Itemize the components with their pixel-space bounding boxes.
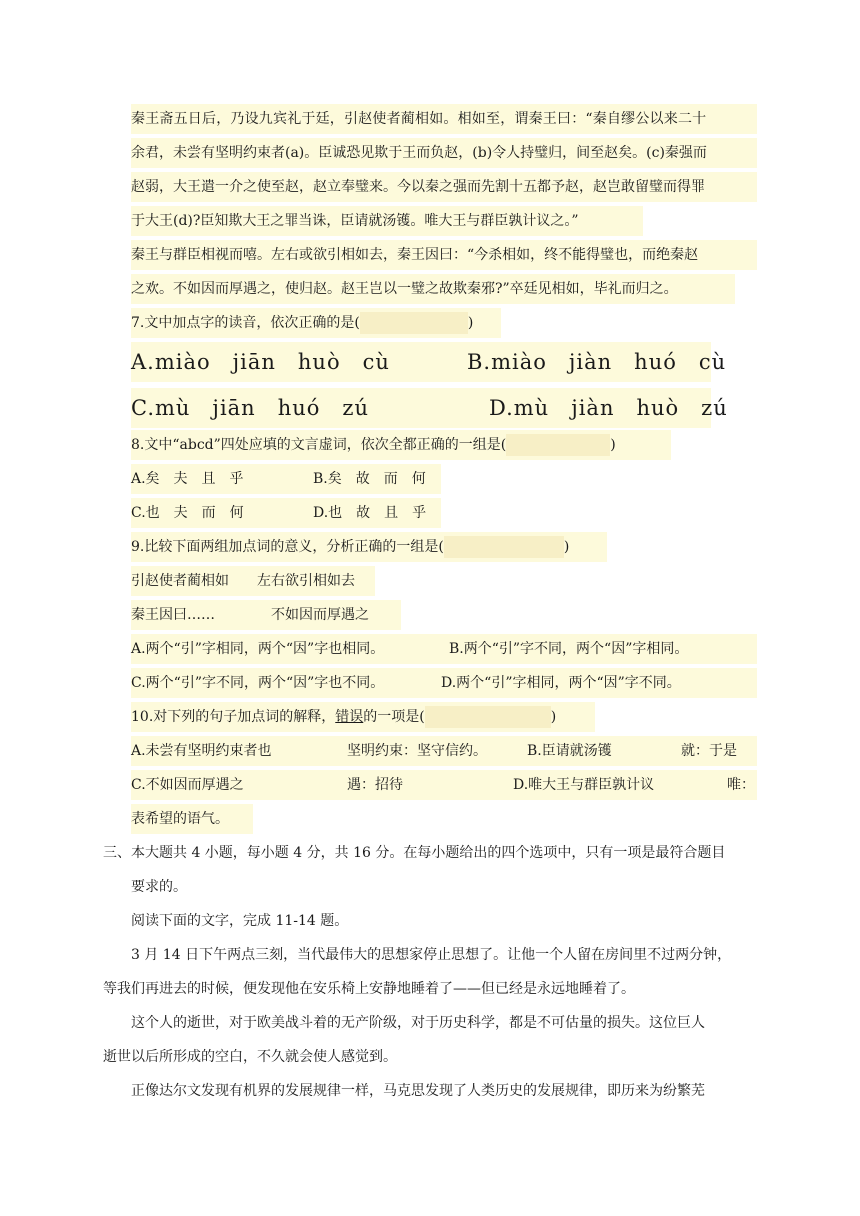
option-b-gloss: 就：于是 <box>681 743 737 759</box>
option-b[interactable]: B.矣 故 而 何 <box>313 471 426 487</box>
reading-instruction: 阅读下面的文字，完成 11-14 题。 <box>131 913 349 929</box>
question-7-options-row <box>131 388 728 428</box>
option-d-gloss: 唯： <box>727 777 755 793</box>
section-3-heading-cont: 要求的。 <box>131 879 187 895</box>
option-c[interactable]: C.不如因而厚遇之 <box>131 777 244 793</box>
option-a[interactable]: A.miào jiān huò cù <box>131 350 390 374</box>
reading-paragraph: 3 月 14 日下午两点三刻，当代最伟大的思想家停止思想了。让他一个人留在房间里不过两分钟， <box>131 947 732 963</box>
question-10-options-row <box>131 736 757 766</box>
pair-right: 不如因而厚遇之 <box>271 607 369 623</box>
question-8-stem <box>131 430 671 460</box>
reading-paragraph: 正像达尔文发现有机界的发展规律一样，马克思发现了人类历史的发展规律，即历来为纷繁芜 <box>131 1083 705 1099</box>
option-a-gloss: 坚明约束：坚守信约。 <box>347 743 487 759</box>
question-9-options-row <box>131 668 757 698</box>
option-d-gloss-cont: 表希望的语气。 <box>131 804 253 834</box>
section-3-heading: 三、本大题共 4 小题，每小题 4 分，共 16 分。在每小题给出的四个选项中，只有一项是最符合题目 <box>103 845 726 861</box>
question-close: ) <box>563 539 570 555</box>
question-8-options-row <box>131 464 441 494</box>
option-d[interactable]: D.唯大王与群臣孰计议 <box>513 777 655 793</box>
reading-paragraph: 逝世以后所形成的空白，不久就会使人感觉到。 <box>103 1049 397 1065</box>
answer-blank[interactable] <box>506 434 610 456</box>
question-9-stem <box>131 532 607 562</box>
option-b[interactable]: B.miào jiàn huó cù <box>467 350 727 374</box>
question-10-options-row <box>131 770 757 800</box>
passage-line: 秦王斋五日后，乃设九宾礼于廷，引赵使者蔺相如。相如至，谓秦王曰：“秦自缪公以来二十 <box>131 104 757 134</box>
question-10-stem <box>131 702 595 732</box>
question-text: 的一项是( <box>363 709 425 725</box>
option-b[interactable]: B.臣请就汤镬 <box>527 743 612 759</box>
option-d[interactable]: D.也 故 且 乎 <box>313 505 427 521</box>
word-pair-yin <box>131 566 375 596</box>
option-d[interactable]: D.mù jiàn huò zú <box>489 396 728 420</box>
question-9-options-row <box>131 634 757 664</box>
option-c[interactable]: C.mù jiān huó zú <box>131 396 369 420</box>
passage-line: 赵弱，大王遣一介之使至赵，赵立奉璧来。今以秦之强而先割十五都予赵，赵岂敢留璧而得罪 <box>131 172 757 202</box>
option-a[interactable]: A.两个“引”字相同，两个“因”字也相同。 <box>131 641 385 657</box>
question-text: 8.文中“abcd”四处应填的文言虚词，依次全都正确的一组是( <box>131 437 507 453</box>
option-a[interactable]: A.矣 夫 且 乎 <box>131 471 244 487</box>
question-text: 10.对下列的句子加点词的解释， <box>131 709 336 725</box>
passage-line: 之欢。不如因而厚遇之，使归赵。赵王岂以一璧之故欺秦邪?”卒廷见相如，毕礼而归之。 <box>131 274 735 304</box>
question-text: 9.比较下面两组加点词的意义，分析正确的一组是( <box>131 539 444 555</box>
pair-left: 引赵使者蔺相如 <box>131 573 229 589</box>
pair-left: 秦王因曰…… <box>131 607 215 623</box>
passage-line: 于大王(d)?臣知欺大王之罪当诛，臣请就汤镬。唯大王与群臣孰计议之。” <box>131 206 643 236</box>
question-8-options-row <box>131 498 441 528</box>
question-text: 7.文中加点字的读音，依次正确的是( <box>131 315 360 331</box>
answer-blank[interactable] <box>360 312 468 334</box>
passage-line: 秦王与群臣相视而嘻。左右或欲引相如去，秦王因曰：“今杀相如，终不能得璧也，而绝秦赵 <box>131 240 757 270</box>
reading-paragraph: 这个人的逝世，对于欧美战斗着的无产阶级，对于历史科学，都是不可估量的损失。这位巨人 <box>131 1015 705 1031</box>
option-c[interactable]: C.两个“引”字不同，两个“因”字也不同。 <box>131 675 385 691</box>
option-c-gloss: 遇：招待 <box>347 777 403 793</box>
passage-line: 余君，未尝有坚明约束者(a)。臣诚恐见欺于王而负赵，(b)令人持璧归，间至赵矣。(c)秦强而 <box>131 138 757 168</box>
question-7-stem <box>131 308 501 338</box>
answer-blank[interactable] <box>444 536 564 558</box>
option-b[interactable]: B.两个“引”字不同，两个“因”字相同。 <box>449 641 689 657</box>
answer-blank[interactable] <box>425 706 551 728</box>
option-d[interactable]: D.两个“引”字相同，两个“因”字不同。 <box>441 675 681 691</box>
reading-paragraph: 等我们再进去的时候，便发现他在安乐椅上安静地睡着了——但已经是永远地睡着了。 <box>103 981 635 997</box>
question-close: ) <box>550 709 557 725</box>
option-c[interactable]: C.也 夫 而 何 <box>131 505 244 521</box>
question-7-options-row <box>131 342 727 382</box>
question-close: ) <box>467 315 474 331</box>
word-pair-yin-cause <box>131 600 401 630</box>
option-a[interactable]: A.未尝有坚明约束者也 <box>131 743 272 759</box>
emphasis-wrong: 错误 <box>335 709 364 725</box>
pair-right: 左右欲引相如去 <box>257 573 355 589</box>
question-close: ) <box>610 437 616 453</box>
